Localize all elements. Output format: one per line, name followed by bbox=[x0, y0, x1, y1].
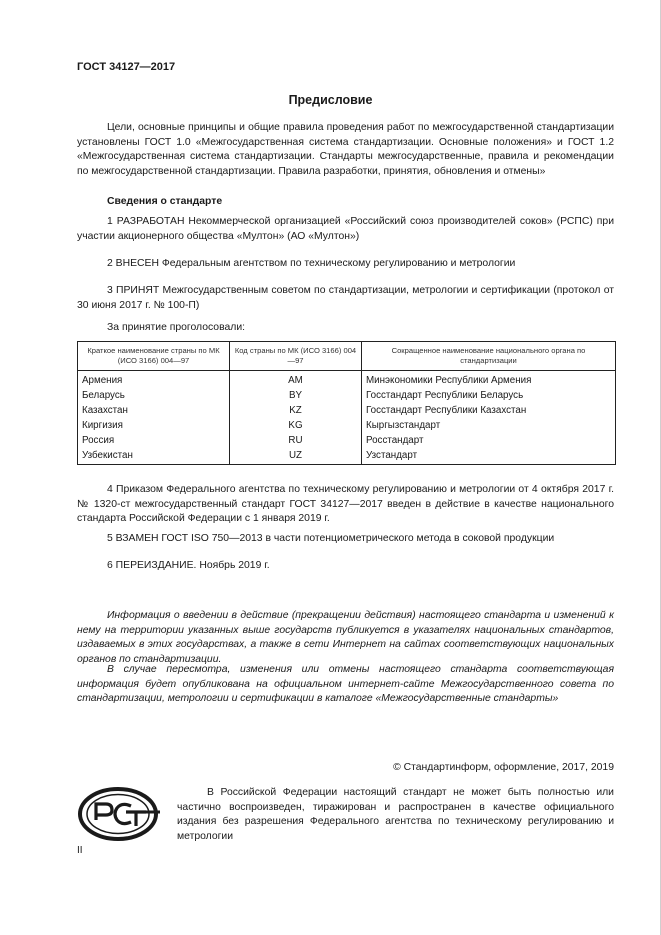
body-cell: Госстандарт Республики Беларусь bbox=[362, 388, 616, 403]
item-reissue: 6 ПЕРЕИЗДАНИЕ. Ноябрь 2019 г. bbox=[107, 560, 270, 571]
table-row bbox=[78, 403, 616, 418]
info-note-revision: В случае пересмотра, изменения или отмены настоящего стандарта соответствующая информация будет опубликована на официальном интернет-сайте Межгосударственного совета по стандартизации, метрологии и сертификации в каталоге «Межгосударственные стандарты» bbox=[77, 664, 614, 705]
section-heading: Сведения о стандарте bbox=[107, 196, 223, 207]
rights-notice: В Российской Федерации настоящий стандарт не может быть полностью или частично воспроизведен, тиражирован и распространен в качестве официального издания без разрешения Федерального агентства по техническому регулированию и метрологии bbox=[177, 787, 614, 842]
table-row bbox=[78, 448, 616, 465]
country-cell: Казахстан bbox=[78, 403, 230, 418]
header-country-name: Краткое наименование страны по МК (ИСО 3166) 004—97 bbox=[78, 342, 230, 371]
country-cell: Россия bbox=[78, 433, 230, 448]
table-row bbox=[78, 388, 616, 403]
item-enacted: 4 Приказом Федерального агентства по техническому регулированию и метрологии от 4 октября 2017 г. № 1320-ст межгосударственный стандарт ГОСТ 34127—2017 введен в действие в качестве национального стандарта Российской Федерации с 1 января 2019 г. bbox=[77, 484, 614, 525]
table-row bbox=[78, 371, 616, 389]
body-cell: Росстандарт bbox=[362, 433, 616, 448]
table-header-row bbox=[78, 342, 616, 371]
code-cell: KG bbox=[230, 418, 362, 433]
code-cell: KZ bbox=[230, 403, 362, 418]
body-cell: Минэкономики Республики Армения bbox=[362, 371, 616, 389]
body-cell: Госстандарт Республики Казахстан bbox=[362, 403, 616, 418]
table-row bbox=[78, 418, 616, 433]
body-cell: Узстандарт bbox=[362, 448, 616, 465]
header-country-code: Код страны по МК (ИСО 3166) 004—97 bbox=[230, 342, 362, 371]
code-cell: BY bbox=[230, 388, 362, 403]
intro-paragraph: Цели, основные принципы и общие правила проведения работ по межгосударственной стандартизации установлены ГОСТ 1.0 «Межгосударственная система стандартизации. Основные положения» и ГОСТ 1.2 «Межгосударственная система стандартизации. Стандарты межгосударственные, правила и рекомендации по межгосударственной стандартизации. Правила разработки, принятия, обновления и отмены» bbox=[77, 122, 614, 177]
copyright-line: © Стандартинформ, оформление, 2017, 2019 bbox=[393, 762, 614, 773]
page-number: II bbox=[77, 845, 83, 856]
item-adopted: 3 ПРИНЯТ Межгосударственным советом по стандартизации, метрологии и сертификации (протокол от 30 июня 2017 г. № 100-П) bbox=[77, 285, 614, 311]
country-cell: Киргизия bbox=[78, 418, 230, 433]
votes-label: За принятие проголосовали: bbox=[107, 322, 246, 333]
country-cell: Армения bbox=[78, 371, 230, 389]
code-cell: UZ bbox=[230, 448, 362, 465]
body-cell: Кыргызстандарт bbox=[362, 418, 616, 433]
table-row bbox=[78, 433, 616, 448]
rst-certification-mark-icon bbox=[76, 786, 164, 842]
header-standards-body: Сокращенное наименование национального органа по стандартизации bbox=[362, 342, 616, 371]
code-cell: AM bbox=[230, 371, 362, 389]
country-cell: Беларусь bbox=[78, 388, 230, 403]
code-cell: RU bbox=[230, 433, 362, 448]
country-cell: Узбекистан bbox=[78, 448, 230, 465]
item-developed: 1 РАЗРАБОТАН Некоммерческой организацией «Российский союз производителей соков» (РСПС) при участии акционерного общества «Мултон» (АО «Мултон») bbox=[77, 216, 614, 242]
item-replaces: 5 ВЗАМЕН ГОСТ ISO 750—2013 в части потенциометрического метода в соковой продукции bbox=[107, 533, 555, 544]
voting-countries-table bbox=[77, 341, 616, 465]
item-submitted: 2 ВНЕСЕН Федеральным агентством по техническому регулированию и метрологии bbox=[107, 258, 516, 269]
page-title: Предисловие bbox=[288, 93, 373, 107]
standard-code-header: ГОСТ 34127—2017 bbox=[77, 61, 176, 73]
info-note-effect: Информация о введении в действие (прекращении действия) настоящего стандарта и изменений к нему на территории указанных выше государств публикуется в указателях национальных стандартов, издаваемых в этих государствах, а также в сети Интернет на сайтах соответствующих национальных органов по стандартизации. bbox=[77, 610, 614, 665]
